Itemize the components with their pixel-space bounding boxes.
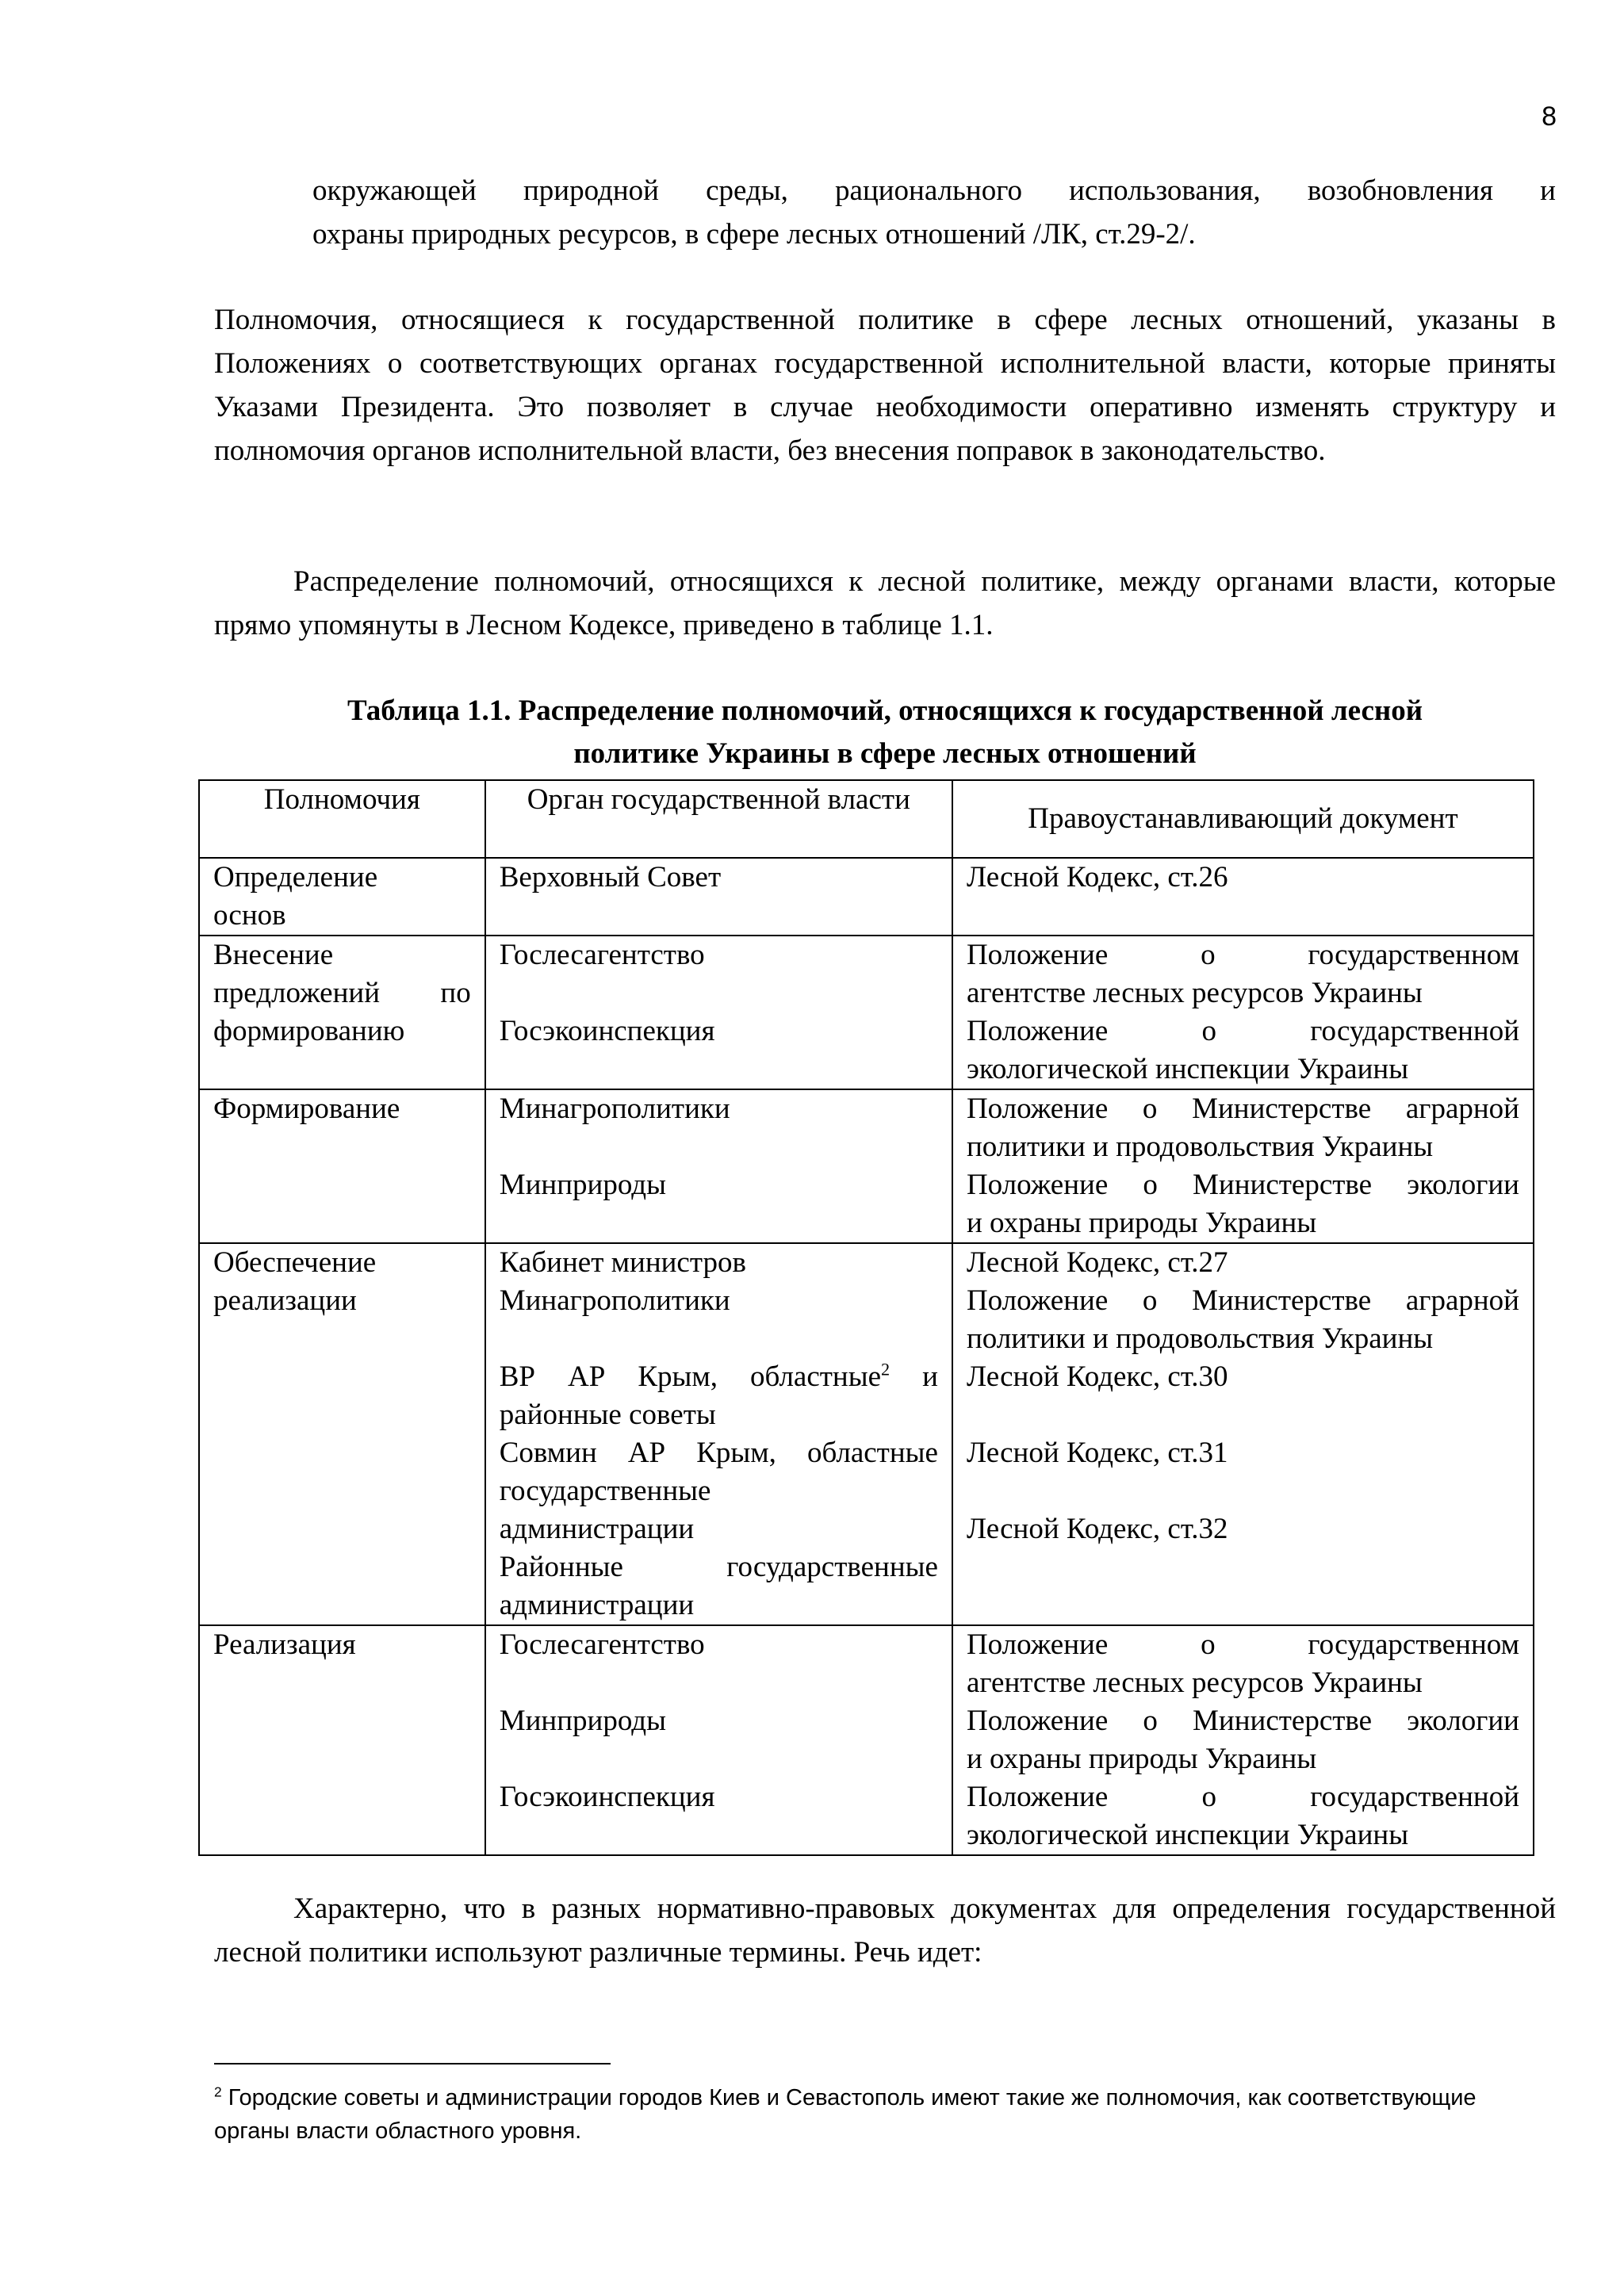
document-cell (952, 936, 1534, 1089)
footnote-text: Городские советы и администрации городов Киев и Севастополь имеют такие же полномочия, как соответствующие органы власти областного уровня. (214, 2085, 1477, 2144)
cell-line: и охраны природы Украины (966, 1743, 1317, 1775)
cell-line: Совмин АР Крым, областные (499, 1437, 938, 1469)
cell-line: формированию (213, 1015, 405, 1047)
cell-line: Определение (213, 861, 378, 894)
cell-line: Лесной Кодекс, ст.31 (966, 1437, 1228, 1469)
cell-line (967, 1396, 1519, 1434)
page-number: 8 (1542, 101, 1557, 132)
cell-line: Лесной Кодекс, ст.27 (966, 1246, 1228, 1279)
cell-line: Положение о Министерстве аграрной (966, 1284, 1519, 1317)
cell-line: Гослесагентство (499, 939, 705, 971)
cell-line: Гослесагентство (499, 1628, 705, 1661)
header-organ: Орган государственной власти (485, 780, 952, 858)
continuation-line: охраны природных ресурсов, в сфере лесных отношений /ЛК, ст.29-2/. (312, 218, 1196, 251)
organ-cell (485, 1089, 952, 1243)
powers-table (198, 779, 1534, 1856)
organ-cell (485, 936, 952, 1089)
document-cell (952, 1243, 1534, 1625)
cell-line: Районные государственные (499, 1551, 938, 1583)
paragraph-terms: Характерно, что в разных нормативно-правовых документах для определения государственной лесной политики используют различные термины. Речь идет: (214, 1892, 1556, 1969)
cell-line: политики и продовольствия Украины (966, 1131, 1434, 1163)
cell-line: Положение о государственном (966, 1628, 1519, 1661)
cell-text: и (922, 1360, 938, 1393)
cell-line: агентстве лесных ресурсов Украины (966, 1667, 1423, 1699)
cell-line: государственные (499, 1475, 711, 1507)
cell-line: Лесной Кодекс, ст.26 (966, 861, 1228, 894)
cell-line: Реализация (213, 1628, 356, 1661)
cell-line: Лесной Кодекс, ст.32 (966, 1513, 1228, 1545)
cell-line: политики и продовольствия Украины (966, 1322, 1434, 1355)
power-cell (199, 858, 485, 936)
header-powers: Полномочия (199, 780, 485, 858)
cell-line: Минагрополитики (499, 1284, 730, 1317)
footnote-divider (214, 2063, 611, 2064)
cell-line: Положение о государственном (966, 939, 1519, 971)
cell-line: Минприроды (499, 1169, 666, 1201)
document-cell (952, 858, 1534, 936)
cell-line: районные советы (499, 1399, 716, 1431)
organ-cell (485, 858, 952, 936)
power-cell (199, 1625, 485, 1855)
cell-line: Верховный Совет (499, 861, 722, 894)
cell-line (500, 1320, 938, 1358)
cell-line: экологической инспекции Украины (966, 1053, 1409, 1085)
continuation-paragraph (312, 169, 1556, 256)
cell-line: Обеспечение (213, 1246, 377, 1279)
cell-line: администрации (499, 1589, 695, 1621)
table-row (199, 936, 1534, 1089)
cell-line: Положение о Министерстве аграрной (966, 1093, 1519, 1125)
cell-line (967, 1472, 1519, 1510)
footnote-mark: 2 (881, 1359, 891, 1380)
power-cell (199, 1243, 485, 1625)
cell-line (500, 1740, 938, 1778)
cell-line (500, 1358, 938, 1396)
cell-line: администрации (499, 1513, 695, 1545)
cell-line: реализации (213, 1284, 357, 1317)
cell-line: Лесной Кодекс, ст.30 (966, 1360, 1228, 1393)
table-row (199, 1089, 1534, 1243)
paragraph-distribution: Распределение полномочий, относящихся к лесной политике, между органами власти, которые прямо упомянуты в Лесном Кодексе, приведено в таблице 1.1. (214, 565, 1556, 641)
document-cell (952, 1625, 1534, 1855)
cell-line: и охраны природы Украины (966, 1207, 1317, 1239)
cell-line: Минагрополитики (499, 1093, 730, 1125)
cell-line: Положение о Министерстве экологии (966, 1705, 1519, 1737)
cell-line: Минприроды (499, 1705, 666, 1737)
organ-cell (485, 1625, 952, 1855)
table-row (199, 858, 1534, 936)
table-caption-line: Таблица 1.1. Распределение полномочий, относящихся к государственной лесной (347, 695, 1423, 727)
table-row (199, 1243, 1534, 1625)
cell-line: Положение о Министерстве экологии (966, 1169, 1519, 1201)
power-cell (199, 936, 485, 1089)
table-caption (214, 690, 1556, 775)
footnote (214, 2081, 1483, 2148)
organ-cell (485, 1243, 952, 1625)
cell-line: предложений по (213, 977, 471, 1009)
cell-line: агентстве лесных ресурсов Украины (966, 977, 1423, 1009)
footnote-number: 2 (214, 2084, 222, 2100)
table-header-row (199, 780, 1534, 858)
continuation-line: окружающей природной среды, рационального использования, возобновления и (312, 174, 1556, 207)
cell-line (500, 1664, 938, 1702)
cell-line: экологической инспекции Украины (966, 1819, 1409, 1851)
cell-line: основ (213, 899, 286, 932)
table-caption-line: политике Украины в сфере лесных отношений (573, 737, 1197, 770)
table-row (199, 1625, 1534, 1855)
cell-line: Госэкоинспекция (499, 1781, 715, 1813)
cell-line: Положение о государственной (966, 1781, 1519, 1813)
cell-line: Кабинет министров (499, 1246, 746, 1279)
cell-line: Госэкоинспекция (499, 1015, 715, 1047)
cell-line (500, 974, 938, 1012)
cell-line: Положение о государственной (966, 1015, 1519, 1047)
cell-line: Формирование (213, 1093, 400, 1125)
document-cell (952, 1089, 1534, 1243)
power-cell (199, 1089, 485, 1243)
cell-line (500, 1128, 938, 1166)
cell-line: Внесение (213, 939, 334, 971)
header-document: Правоустанавливающий документ (952, 780, 1534, 858)
paragraph-powers: Полномочия, относящиеся к государственной политике в сфере лесных отношений, указаны в Положениях о соответствующих органах государственной исполнительной власти, которые приняты Указами Президента. Это позволяет в случае необходимости оперативно изменять структуру и полномочия органов исполнительной власти, без внесения поправок в законодательство. (214, 304, 1556, 467)
cell-text: ВР АР Крым, областные (499, 1360, 882, 1393)
